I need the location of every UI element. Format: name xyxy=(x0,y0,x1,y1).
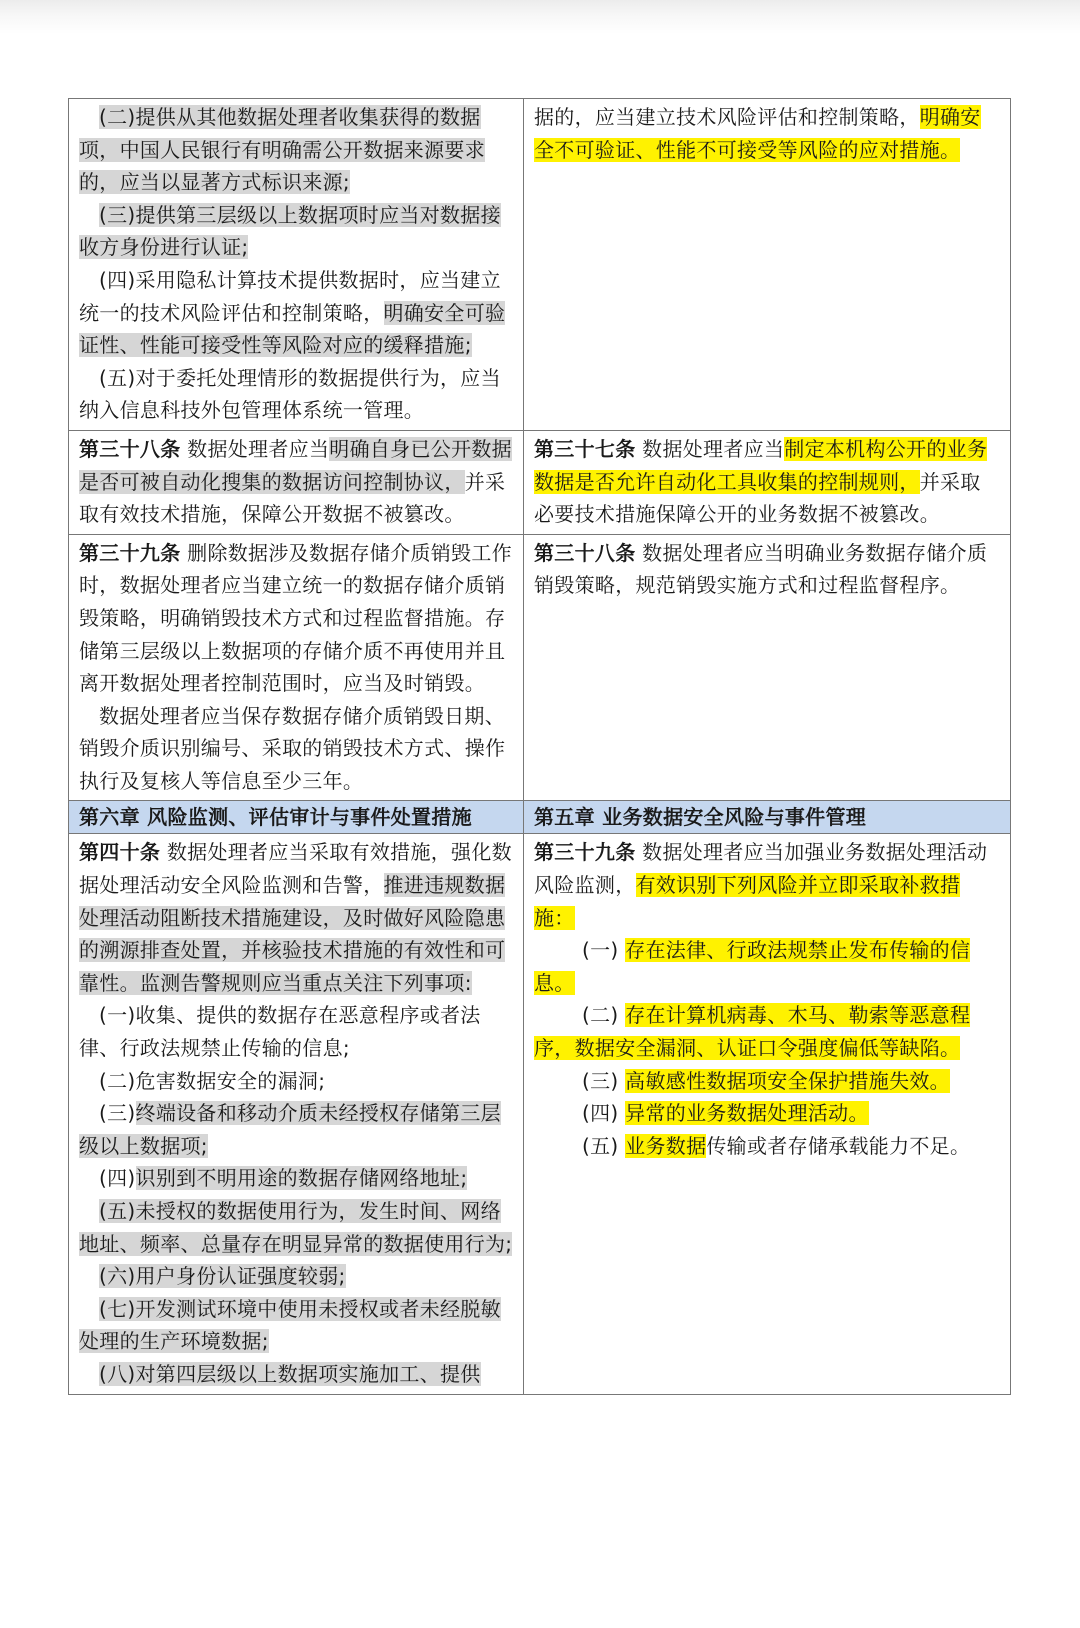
highlighted-text: (八)对第四层级以上数据项实施加工、提供 xyxy=(99,1361,481,1386)
article-number: 第三十八条 xyxy=(79,436,181,461)
highlighted-text: 推进违规数据处理活动阻断技术措施建设，及时做好风险隐患的溯源排查处置，并核验技术措施的有效性和可靠性。监测告警规则应当重点关注下列事项: xyxy=(79,873,506,995)
paragraph xyxy=(534,433,1000,531)
highlighted-text: 存在法律、行政法规禁止发布传输的信息。 xyxy=(534,938,971,995)
paragraph xyxy=(534,537,1000,602)
chapter-header-row xyxy=(69,801,1011,834)
text-run: 数据处理者应当 xyxy=(635,436,785,461)
paragraph xyxy=(79,999,513,1064)
paragraph xyxy=(534,1097,1000,1130)
article-number: 第三十九条 xyxy=(534,840,636,865)
new-version-cell xyxy=(69,834,524,1394)
article-row xyxy=(69,834,1011,1394)
text-run: 第五章 业务数据安全风险与事件管理 xyxy=(534,805,867,830)
text-run: 第六章 风险监测、评估审计与事件处置措施 xyxy=(79,805,472,830)
text-run: 数据处理者应当 xyxy=(180,436,330,461)
new-version-cell xyxy=(69,99,524,431)
text-run: (一)收集、提供的数据存在恶意程序或者法律、行政法规禁止传输的信息; xyxy=(79,1003,481,1061)
paragraph xyxy=(79,1162,513,1195)
text-run: (四)采用隐私计算技术提供数据时，应当建立统一的技术风险评估和控制策略， xyxy=(79,267,501,325)
text-run: 并采取必要技术措施保障公开的业务数据不被篡改。 xyxy=(534,469,981,527)
text-run: (五) xyxy=(582,1133,626,1158)
old-version-cell xyxy=(524,534,1011,801)
article-number: 第四十条 xyxy=(79,840,161,865)
old-version-cell xyxy=(524,834,1011,1394)
article-row xyxy=(69,430,1011,534)
paragraph xyxy=(534,1130,1000,1163)
highlighted-text: 明确自身已公开数据是否可被自动化搜集的数据访问控制协议， xyxy=(79,436,512,494)
top-shadow xyxy=(0,0,1080,34)
text-run: 删除数据涉及数据存储介质销毁工作时，数据处理者应当建立统一的数据存储介质销毁策略，明确销毁技术方式和过程监督措施。存储第三层级以上数据项的存储介质不再使用并且离开数据处理者控制范围时，应当及时销毁。 xyxy=(79,540,512,696)
old-version-cell xyxy=(524,801,1011,834)
old-version-cell xyxy=(524,99,1011,431)
paragraph xyxy=(79,836,513,999)
paragraph xyxy=(79,1293,513,1358)
paragraph xyxy=(79,700,513,798)
highlighted-text: 识别到不明用途的数据存储网络地址; xyxy=(135,1166,468,1191)
paragraph xyxy=(534,934,1000,999)
highlighted-text: 明确安全可验证性、性能可接受性等风险对应的缓释措施; xyxy=(79,300,506,358)
highlighted-text: 存在计算机病毒、木马、勒索等恶意程序，数据安全漏洞、认证口令强度偏低等缺陷。 xyxy=(534,1003,971,1061)
article-number: 第三十八条 xyxy=(534,540,636,565)
highlighted-text: 有效识别下列风险并立即采取补救措施： xyxy=(534,873,961,930)
text-run: (二) xyxy=(582,1003,626,1028)
highlighted-text: 业务数据 xyxy=(625,1133,707,1158)
text-run: 据的，应当建立技术风险评估和控制策略， xyxy=(534,105,920,129)
paragraph xyxy=(534,836,1000,934)
highlighted-text: (三)提供第三层级以上数据项时应当对数据接收方身份进行认证; xyxy=(79,202,501,260)
text-run: 传输或者存储承载能力不足。 xyxy=(706,1133,971,1158)
paragraph xyxy=(79,537,513,700)
paragraph xyxy=(79,264,513,362)
article-row xyxy=(69,534,1011,801)
highlighted-text: 终端设备和移动介质未经授权存储第三层级以上数据项; xyxy=(79,1101,501,1158)
old-version-cell xyxy=(524,430,1011,534)
text-run: (三) xyxy=(99,1101,136,1126)
paragraph xyxy=(79,1097,513,1162)
paragraph xyxy=(79,1358,513,1391)
paragraph xyxy=(79,101,513,199)
text-run: (五)对于委托处理情形的数据提供行为，应当纳入信息科技外包管理体系统一管理。 xyxy=(79,365,501,423)
text-run: (四) xyxy=(582,1101,626,1126)
article-number: 第三十七条 xyxy=(534,436,636,461)
paragraph xyxy=(534,101,1000,166)
new-version-cell xyxy=(69,430,524,534)
paragraph xyxy=(79,1065,513,1098)
paragraph xyxy=(79,433,513,531)
highlighted-text: (六)用户身份认证强度较弱; xyxy=(99,1264,346,1289)
paragraph xyxy=(79,1195,513,1260)
paragraph xyxy=(79,362,513,427)
highlighted-text: 明确安全不可验证、性能不可接受等风险的应对措施。 xyxy=(534,105,981,162)
text-run: 数据处理者应当加强业务数据处理活动风险监测， xyxy=(534,840,988,898)
text-run: (三) xyxy=(582,1068,626,1093)
text-run: 数据处理者应当保存数据存储介质销毁日期、销毁介质识别编号、采取的销毁技术方式、操作执行及复核人等信息至少三年。 xyxy=(79,703,506,793)
highlighted-text: (七)开发测试环境中使用未授权或者未经脱敏处理的生产环境数据; xyxy=(79,1296,501,1354)
text-run: 并采取有效技术措施，保障公开数据不被篡改。 xyxy=(79,469,506,527)
paragraph xyxy=(534,1065,1000,1098)
paragraph xyxy=(534,802,1000,832)
highlighted-text: (五)未授权的数据使用行为，发生时间、网络地址、频率、总量存在明显异常的数据使用行为; xyxy=(79,1199,513,1256)
article-number: 第三十九条 xyxy=(79,540,181,565)
paragraph xyxy=(79,802,513,832)
comparison-table xyxy=(68,98,1011,1395)
new-version-cell xyxy=(69,801,524,834)
article-row xyxy=(69,99,1011,431)
text-run: (一) xyxy=(582,938,626,963)
highlighted-text: 制定本机构公开的业务数据是否允许自动化工具收集的控制规则， xyxy=(534,436,988,494)
comparison-table-body xyxy=(69,99,1011,1395)
text-run: (四) xyxy=(99,1166,136,1191)
text-run: 数据处理者应当采取有效措施，强化数据处理活动安全风险监测和告警， xyxy=(79,840,512,898)
new-version-cell xyxy=(69,534,524,801)
highlighted-text: 异常的业务数据处理活动。 xyxy=(625,1101,869,1126)
highlighted-text: 高敏感性数据项安全保护措施失效。 xyxy=(625,1068,950,1093)
paragraph xyxy=(79,1260,513,1293)
text-run: (二)危害数据安全的漏洞; xyxy=(99,1068,326,1093)
paragraph xyxy=(534,999,1000,1064)
highlighted-text: (二)提供从其他数据处理者收集获得的数据项，中国人民银行有明确需公开数据来源要求的，应当以显著方式标识来源; xyxy=(79,105,485,195)
text-run: 数据处理者应当明确业务数据存储介质销毁策略，规范销毁实施方式和过程监督程序。 xyxy=(534,540,988,598)
paragraph xyxy=(79,199,513,264)
